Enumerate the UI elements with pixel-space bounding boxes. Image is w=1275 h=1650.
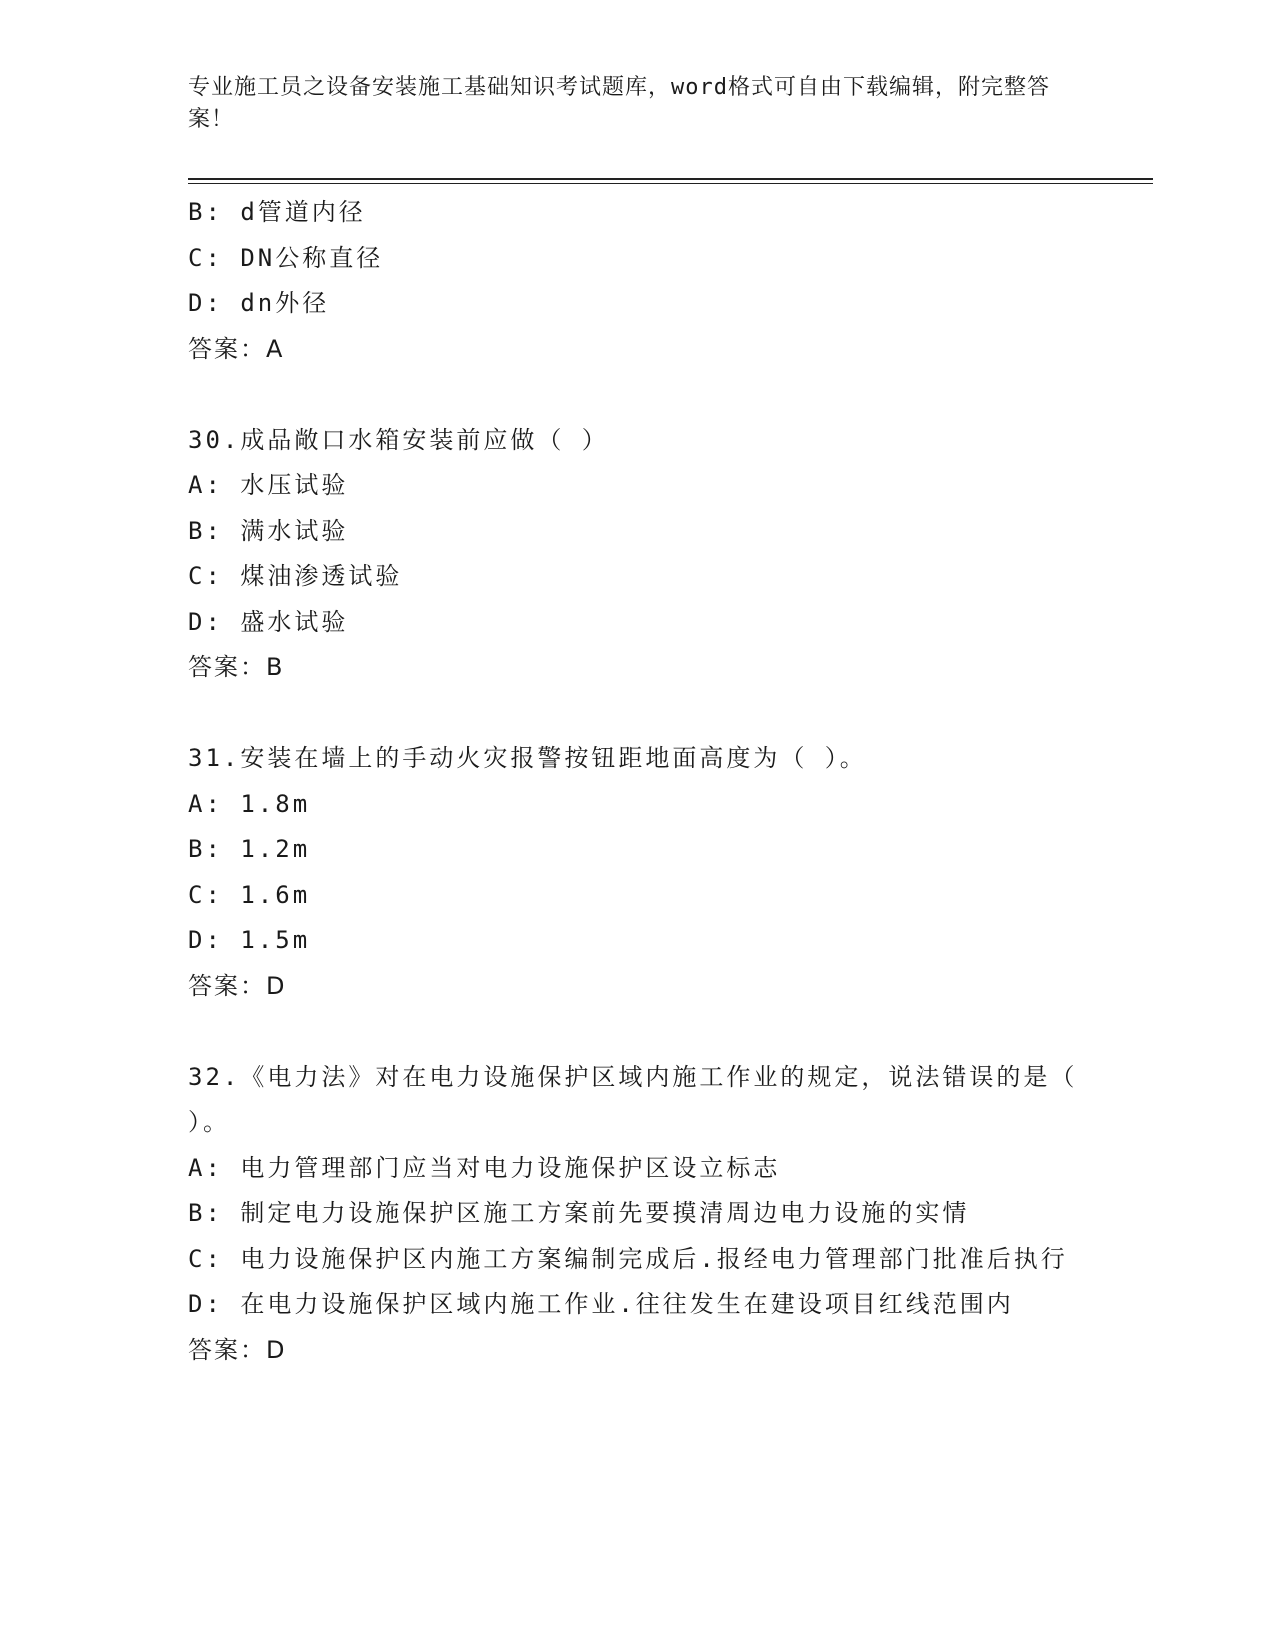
option-d: D: 1.5m (188, 926, 311, 954)
header-text: 专业施工员之设备安装施工基础知识考试题库，word格式可自由下载编辑，附完整答案！ (188, 75, 1050, 132)
question-31 (188, 736, 1088, 1009)
option-c: C: 1.6m (188, 880, 311, 909)
option-a: A: 电力管理部门应当对电力设施保护区设立标志 (188, 1153, 781, 1182)
header-rule-thin (188, 183, 1153, 184)
option-b: B: 1.2m (188, 835, 311, 863)
question-stem: 32.《电力法》对在电力设施保护区域内施工作业的规定，说法错误的是（ ）。 (188, 1062, 1078, 1136)
option-b: B: d管道内径 (188, 198, 366, 226)
question-stem: 30.成品敞口水箱安装前应做（ ） (188, 425, 609, 454)
option-b: B: 制定电力设施保护区施工方案前先要摸清周边电力设施的实情 (188, 1199, 970, 1227)
question-30 (188, 418, 1088, 691)
answer-line: 答案：D (188, 971, 287, 1000)
question-fragment (188, 190, 1088, 372)
question-32 (188, 1055, 1088, 1374)
option-a: A: 水压试验 (188, 471, 349, 499)
document-header (188, 72, 1068, 136)
option-a: A: 1.8m (188, 789, 311, 818)
question-content (188, 190, 1088, 1373)
option-c: C: 煤油渗透试验 (188, 562, 403, 590)
option-d: D: 在电力设施保护区域内施工作业.往往发生在建设项目红线范围内 (188, 1290, 1014, 1318)
option-c: C: DN公称直径 (188, 243, 384, 272)
option-d: D: dn外径 (188, 289, 330, 317)
answer-line: 答案：D (188, 1335, 287, 1364)
answer-line: 答案：B (188, 653, 285, 681)
option-d: D: 盛水试验 (188, 607, 349, 636)
question-stem: 31.安装在墙上的手动火灾报警按钮距地面高度为（ ）。 (188, 744, 867, 772)
option-b: B: 满水试验 (188, 516, 349, 545)
option-c: C: 电力设施保护区内施工方案编制完成后.报经电力管理部门批准后执行 (188, 1244, 1068, 1273)
header-rule-thick (188, 178, 1153, 180)
answer-line: 答案：A (188, 334, 285, 363)
